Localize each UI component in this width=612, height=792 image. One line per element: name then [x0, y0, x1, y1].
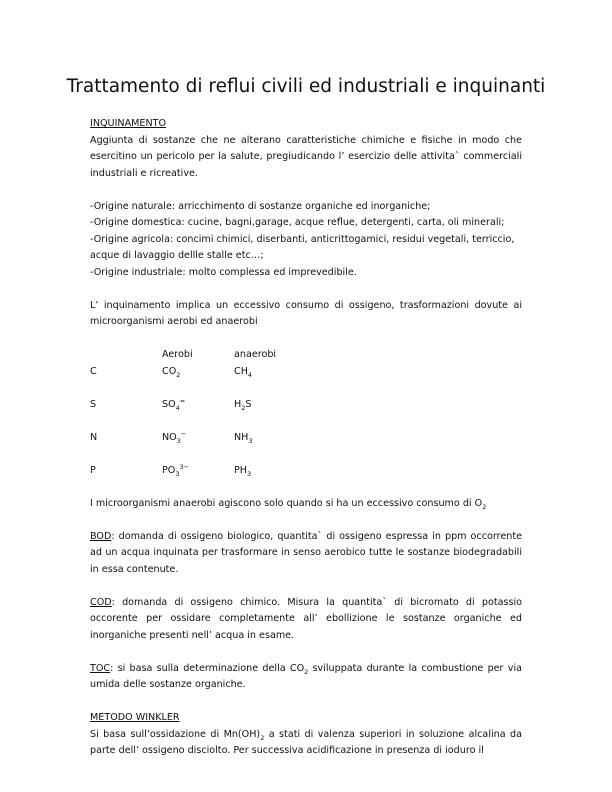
table-header-row	[90, 347, 522, 364]
section-heading-inquinamento: INQUINAMENTO	[90, 118, 167, 129]
section-heading-winkler: METODO WINKLER	[90, 712, 180, 723]
anaerobic-product: $PH_3$	[234, 464, 252, 478]
inquinamento-definition: Aggiunta di sostanze che ne alterano caratteristiche chimiche e fisiche in modo che esercitino un pericolo per la salute, pregiudicando l’ esercizio delle attivita` commerciali industriali e ricreative.	[90, 134, 522, 179]
element-cell: C	[90, 365, 97, 377]
element-cell: P	[90, 464, 96, 476]
toc-term: TOC	[90, 662, 111, 674]
aerobic-product: $SO_4^=$	[162, 396, 186, 412]
table-header-aerobi: Aerobi	[162, 349, 193, 360]
origin-item: -Origine naturale: arricchimento di sostanze organiche ed inorganiche;	[90, 200, 431, 212]
anaerobic-product: $H_2S$	[234, 398, 252, 412]
origin-item: -Origine agricola: concimi chimici, diserbanti, anticrittogamici, residui vegetali, terriccio, acque di lavaggio dellle stalle etc…;	[90, 233, 515, 261]
origin-item: -Origine domestica: cucine, bagni,garage, acque reflue, detergenti, carta, oli minerali;	[90, 217, 505, 228]
winkler-paragraph: Si basa sull’ossidazione di $Mn(OH)_2$ a stati di valenza superiori in soluzione alcalina da parte dell’ ossigeno disciolto. Per successiva acidificazione in presenza di ioduro il	[90, 728, 522, 756]
table-row	[90, 364, 522, 381]
origin-item: -Origine industriale: molto complessa ed imprevedibile.	[90, 266, 357, 278]
toc-definition: TOC: si basa sulla determinazione della $CO_2$ sviluppata durante la combustione per via umida delle sostanze organiche.	[90, 662, 522, 690]
table-row	[90, 463, 522, 480]
bod-term: BOD	[90, 530, 112, 542]
aerobic-anaerobic-table	[90, 347, 522, 479]
element-cell: N	[90, 431, 98, 443]
element-cell: S	[90, 398, 97, 410]
oxygen-consumption-paragraph: L’ inquinamento implica un eccessivo consumo di ossigeno, trasformazioni dovute ai microorganismi aerobi ed anaerobi	[90, 299, 522, 327]
cod-definition: COD: domanda di ossigeno chimico. Misura la quantita` di bicromato di potassio occorente per ossidare completamente all’ ebollizione le sostanze organiche ed inorganiche presenti nell’ acqua in esame.	[90, 596, 522, 641]
anaerobic-product: $CH_4$	[234, 365, 253, 379]
table-row	[90, 397, 522, 414]
anaerobic-note: I microorganismi anaerobi agiscono solo quando si ha un eccessivo consumo di $O_2$	[90, 497, 487, 511]
table-row	[90, 430, 522, 447]
document-title: Trattamento di reflui civili ed industriali e inquinanti	[66, 76, 546, 97]
table-header-anaerobi: anaerobi	[234, 349, 277, 360]
aerobic-product: $CO_2$	[162, 365, 181, 379]
anaerobic-product: $NH_3$	[234, 431, 253, 445]
bod-definition: BOD: domanda di ossigeno biologico, quantita` di ossigeno espressa in ppm occorrente ad un acqua inquinata per trasformare in senso aerobico tutte le sostanze biodegradabili in essa contenute.	[90, 530, 522, 575]
origins-list	[90, 199, 522, 282]
aerobic-product: $PO_3^{3-}$	[162, 462, 190, 478]
document-body	[90, 116, 522, 760]
aerobic-product: $NO_3^-$	[162, 429, 187, 445]
cod-term: COD	[90, 596, 112, 608]
